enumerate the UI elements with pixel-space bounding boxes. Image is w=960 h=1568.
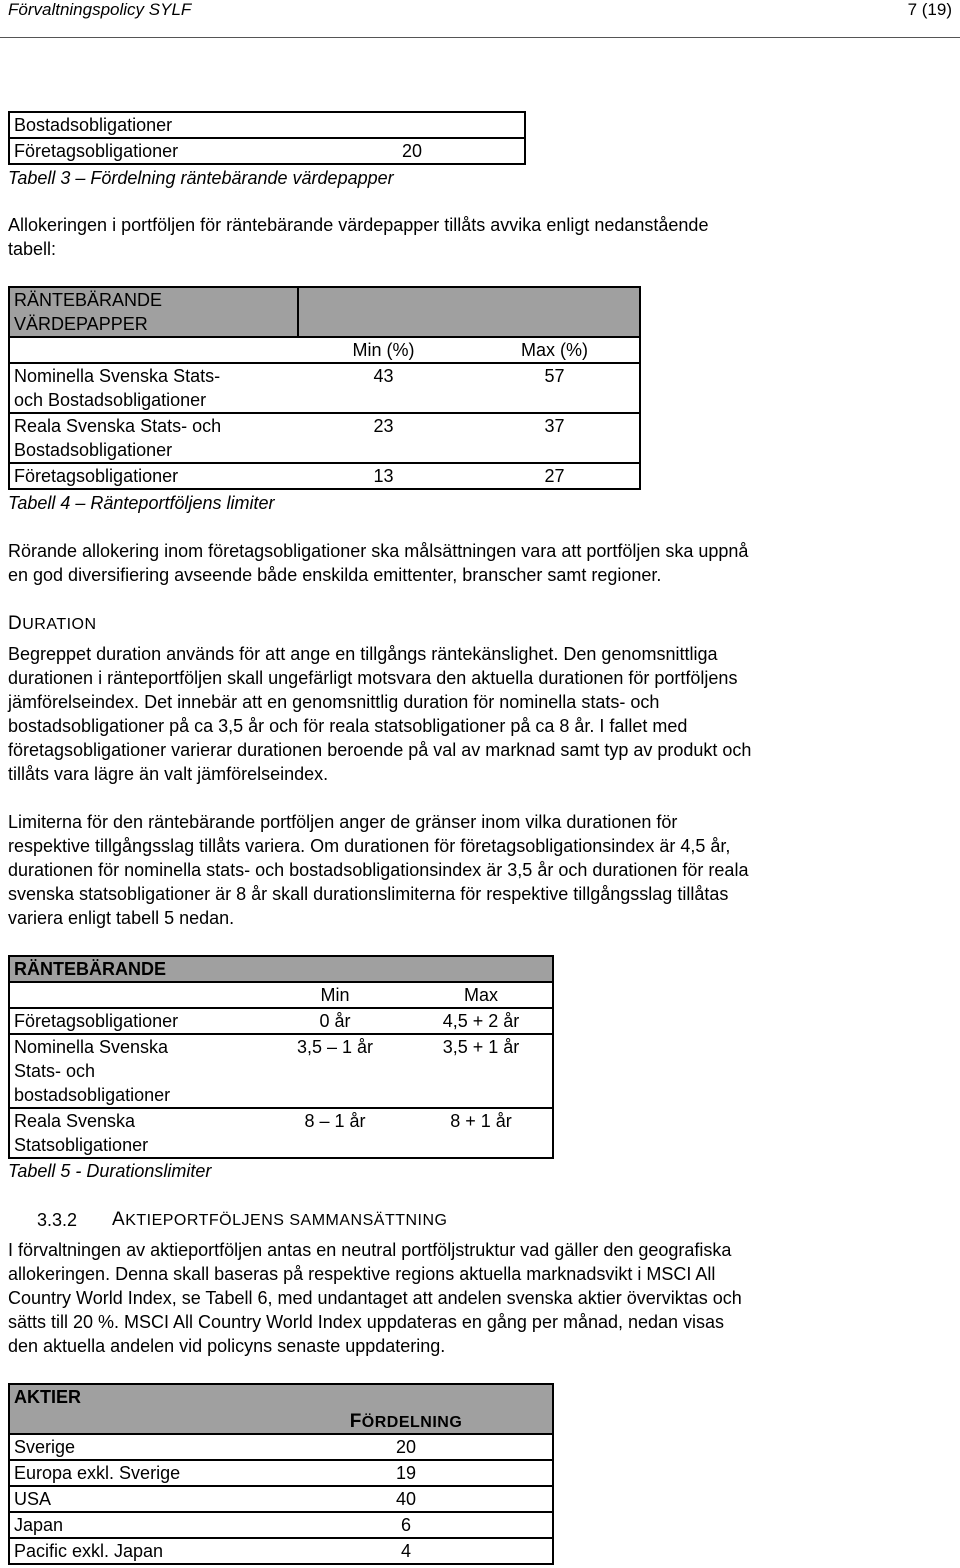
max-value: 27 (544, 466, 565, 486)
table-row (10, 1537, 552, 1563)
row-value: 40 (395, 1489, 417, 1509)
row-value (300, 113, 524, 137)
table-5-duration-limits (8, 955, 554, 1159)
empty-cell (10, 983, 260, 1007)
allocation-paragraph: Allokeringen i portföljen för räntebärande värdepapper tillåts avvika enligt nedanstående tabell: (8, 215, 709, 259)
duration-limits-paragraph: Limiterna för den räntebärande portföljen anger de gränser inom vilka durationen för respektive tillgångsslag tillåts variera. Om durationen för företagsobligationsindex är 4,5 år, durationen för nominella stats- och bostadsobligationsindex är 3,5 år och durationen för reala svenska statsobligationer är 8 år skall durationslimiterna för respektive tillgångsslag tillåtas variera enligt tabell 5 nedan. (8, 812, 749, 928)
duration-heading: DURATION (8, 613, 97, 634)
min-value: 43 (373, 366, 394, 386)
header-rule (0, 37, 960, 38)
table-4-interest-limits (8, 286, 641, 490)
row-value: 4 (400, 1541, 411, 1561)
table-5-caption: Tabell 5 - Durationslimiter (8, 1161, 212, 1181)
column-header-row (10, 336, 639, 362)
header-cell (260, 957, 552, 981)
min-value: 0 år (319, 1011, 351, 1031)
table-header-row (10, 288, 639, 336)
row-label: Reala Svenska Statsobligationer (14, 1111, 149, 1155)
column-header-row (10, 981, 552, 1007)
section-number: 3.3.2 (37, 1210, 78, 1230)
max-value: 4,5 + 2 år (442, 1011, 520, 1031)
row-label: Europa exkl. Sverige (14, 1463, 181, 1483)
row-label: Nominella Svenska Stats- och Bostadsobligationer (14, 366, 221, 410)
page-header-title: Förvaltningspolicy SYLF (8, 0, 192, 19)
row-label: Sverige (14, 1437, 76, 1457)
max-value: 8 + 1 år (450, 1111, 512, 1131)
table-header-row (10, 957, 552, 981)
header-title: FÖRDELNING (349, 1411, 463, 1432)
max-value: 37 (544, 416, 565, 436)
row-label: Japan (14, 1515, 64, 1535)
table-row (10, 462, 639, 488)
table-header-row (10, 1385, 552, 1433)
table-row (10, 1459, 552, 1485)
row-label: Reala Svenska Stats- och Bostadsobligationer (14, 416, 222, 460)
max-value: 57 (544, 366, 565, 386)
min-value: 3,5 – 1 år (296, 1037, 374, 1057)
table-3-caption: Tabell 3 – Fördelning räntebärande värdepapper (8, 168, 394, 188)
column-header-min: Min (320, 985, 350, 1005)
row-label: Nominella Svenska Stats- och bostadsobligationer (14, 1037, 171, 1105)
table-row (10, 1107, 552, 1157)
table-3-fragment (8, 111, 526, 165)
column-header-max: Max (463, 985, 498, 1005)
table-row (10, 113, 524, 137)
header-cell (260, 1385, 552, 1433)
table-row (10, 1433, 552, 1459)
header-cell: AKTIER (10, 1385, 260, 1433)
row-label: Företagsobligationer (14, 466, 179, 486)
table-row (10, 362, 639, 412)
header-cell: RÄNTEBÄRANDE (10, 957, 260, 981)
table-4-caption: Tabell 4 – Ränteportföljens limiter (8, 493, 275, 513)
row-label: USA (14, 1489, 52, 1509)
column-header-max: Max (%) (521, 340, 588, 360)
table-row (10, 412, 639, 462)
table-6-equity-allocation (8, 1383, 554, 1565)
duration-paragraph: Begreppet duration används för att ange en tillgångs räntekänslighet. Den genomsnittliga durationen i ränteportföljen skall ungefärligt motsvara den aktuella durationen för portföljens jämförelseindex. Det innebär att en genomsnittlig duration för nominella stats- och bostadsobligationer på ca 3,5 år och för reala statsobligationer på ca 8 år. I fallet med företagsobligationer varierar durationen beroende på val av marknad samt typ av produkt och tillåts vara lägre än valt jämförelseindex. (8, 644, 752, 784)
section-title: AKTIEPORTFÖLJENS SAMMANSÄTTNING (112, 1209, 448, 1230)
page-number: 7 (19) (907, 0, 952, 19)
header-cell: RÄNTEBÄRANDE VÄRDEPAPPER (10, 288, 297, 336)
row-label: Företagsobligationer (14, 141, 179, 161)
row-value: 6 (400, 1515, 411, 1535)
table-row (10, 1007, 552, 1033)
table-row (10, 1485, 552, 1511)
row-value: 19 (395, 1463, 417, 1483)
row-value: 20 (401, 141, 423, 161)
row-label: Företagsobligationer (14, 1011, 179, 1031)
min-value: 23 (373, 416, 394, 436)
row-label: Bostadsobligationer (14, 115, 173, 135)
table-row (10, 1511, 552, 1537)
row-value: 20 (395, 1437, 417, 1457)
min-value: 13 (373, 466, 394, 486)
corporate-paragraph: Rörande allokering inom företagsobligationer ska målsättningen vara att portföljen ska uppnå en god diversifiering avseende både enskilda emittenter, branscher samt regioner. (8, 541, 749, 585)
empty-cell (10, 338, 297, 362)
equity-paragraph: I förvaltningen av aktieportföljen antas en neutral portföljstruktur vad gäller den geografiska allokeringen. Denna skall baseras på respektive regions aktuella marknadsvikt i MSCI All Country World Index, se Tabell 6, med undantaget att andelen svenska aktier överviktas och sätts till 20 %. MSCI All Country World Index uppdateras en gång per månad, nedan visas den aktuella andelen vid policyns senaste uppdatering. (8, 1240, 742, 1356)
column-header-min: Min (%) (352, 340, 415, 360)
table-row (10, 1033, 552, 1107)
header-cell-empty (297, 288, 639, 336)
min-value: 8 – 1 år (304, 1111, 366, 1131)
table-row (10, 137, 524, 163)
row-label: Pacific exkl. Japan (14, 1541, 164, 1561)
max-value: 3,5 + 1 år (442, 1037, 520, 1057)
